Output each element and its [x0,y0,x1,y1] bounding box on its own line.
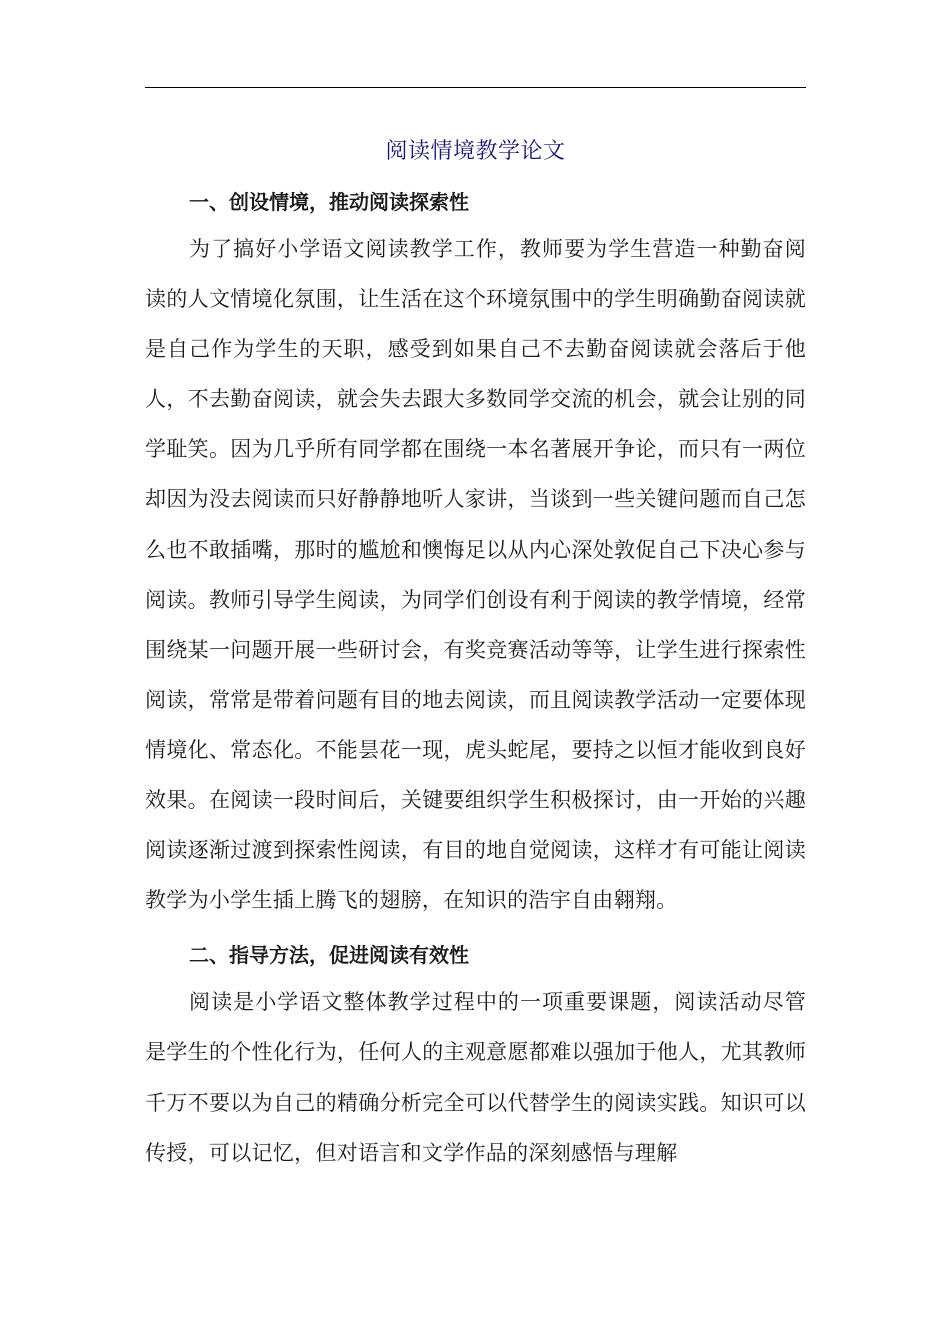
document-body [145,132,806,1178]
header-rule [145,87,806,88]
section-2-paragraph: 阅读是小学语文整体教学过程中的一项重要课题，阅读活动尽管是学生的个性化行为，任何人的主观意愿都难以强加于他人，尤其教师千万不要以为自己的精确分析完全可以代替学生的阅读实践。知识可以传授，可以记忆，但对语言和文学作品的深刻感悟与理解 [145,990,806,1165]
section-1-paragraph: 为了搞好小学语文阅读教学工作，教师要为学生营造一种勤奋阅读的人文情境化氛围，让生活在这个环境氛围中的学生明确勤奋阅读就是自己作为学生的天职，感受到如果自己不去勤奋阅读就会落后于他人，不去勤奋阅读，就会失去跟大多数同学交流的机会，就会让别的同学耻笑。因为几乎所有同学都在围绕一本名著展开争论，而只有一两位却因为没去阅读而只好静静地听人家讲，当谈到一些关键问题而自己怎么也不敢插嘴，那时的尴尬和懊悔足以从内心深处敦促自己下决心参与阅读。教师引导学生阅读，为同学们创设有利于阅读的教学情境，经常围绕某一问题开展一些研讨会，有奖竞赛活动等等，让学生进行探索性阅读，常常是带着问题有目的地去阅读，而且阅读教学活动一定要体现情境化、常态化。不能昙花一现，虎头蛇尾，要持之以恒才能收到良好效果。在阅读一段时间后，关键要组织学生积极探讨，由一开始的兴趣阅读逐渐过渡到探索性阅读，有目的地自觉阅读，这样才有可能让阅读教学为小学生插上腾飞的翅膀，在知识的浩宇自由翱翔。 [145,237,806,913]
section-2-heading: 二、指导方法，促进阅读有效性 [189,943,469,968]
document-title: 阅读情境教学论文 [385,139,566,164]
section-1-heading: 一、创设情境，推动阅读探索性 [189,190,469,214]
